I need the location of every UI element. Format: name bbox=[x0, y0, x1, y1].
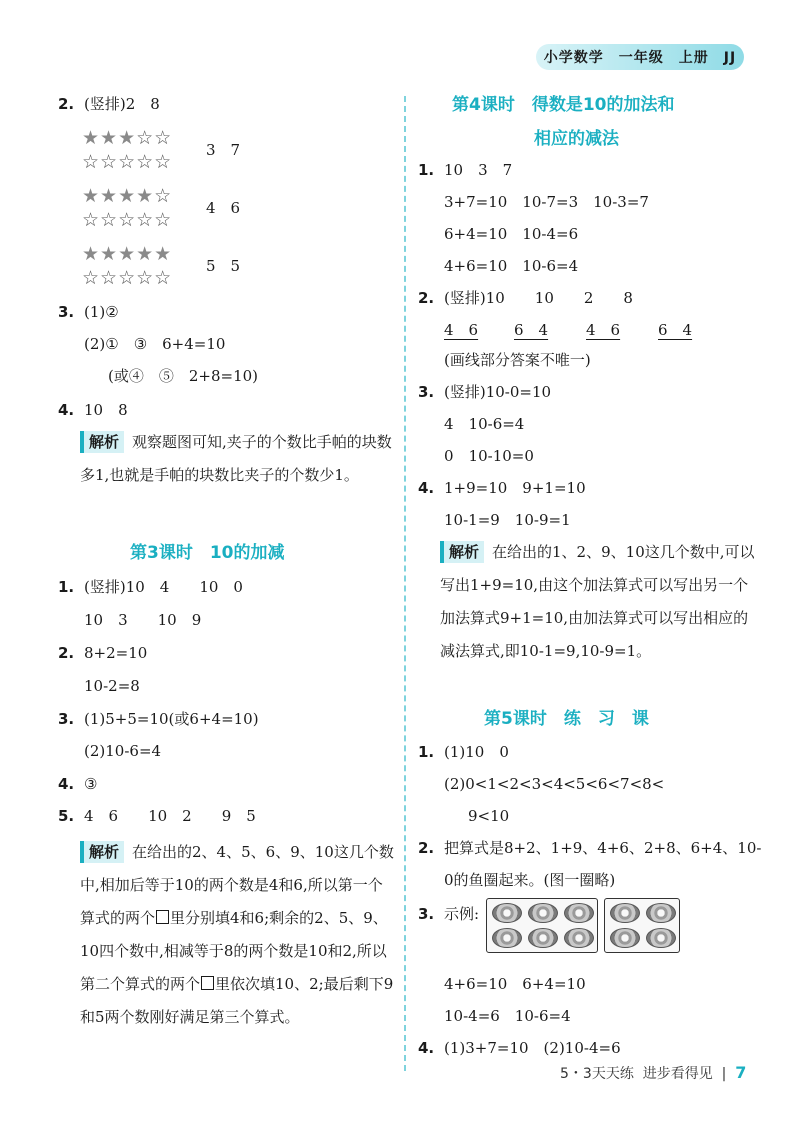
underlined-answer: 6 4 bbox=[514, 321, 549, 339]
answer-line: 5 5 bbox=[206, 257, 241, 275]
answer-line: 4 6 10 2 9 5 bbox=[84, 807, 256, 825]
answer-line: (或④ ⑤ 2+8=10) bbox=[108, 367, 259, 385]
donut-icon bbox=[646, 903, 676, 923]
answer-line: (1)10 0 bbox=[444, 743, 509, 761]
analysis-text: 里依次填10、2;最后剩下9和5两个数刚好满足第三个算式。 bbox=[80, 975, 394, 1026]
donut-icon bbox=[528, 928, 558, 948]
page-footer bbox=[560, 1063, 746, 1083]
question-number: 4. bbox=[58, 401, 75, 419]
answer-line: 示例: bbox=[444, 905, 480, 923]
star-row: ★★★★★ bbox=[82, 243, 173, 265]
donut-icon bbox=[564, 928, 594, 948]
analysis-block bbox=[80, 836, 395, 1034]
blank-box-icon bbox=[201, 976, 214, 990]
answer-line: 4 10-6=4 bbox=[444, 415, 525, 433]
donut-group-6 bbox=[486, 898, 598, 953]
question-number: 3. bbox=[58, 710, 75, 728]
analysis-block bbox=[80, 426, 395, 492]
star-row: ★★★★☆ bbox=[82, 185, 173, 207]
analysis-text: 观察题图可知,夹子的个数比手帕的块数多1,也就是手帕的块数比夹子的个数少1。 bbox=[80, 433, 392, 484]
star-group-1 bbox=[82, 126, 172, 174]
answer-line: (1)② bbox=[84, 303, 119, 321]
answer-line: (2)0<1<2<3<4<5<6<7<8< bbox=[444, 775, 665, 793]
analysis-tag: 解析 bbox=[440, 541, 484, 563]
answer-line: 4+6=10 10-6=4 bbox=[444, 257, 579, 275]
underlined-answer: 6 4 bbox=[658, 321, 693, 339]
question-number: 4. bbox=[418, 1039, 435, 1057]
answer-line: 10 8 bbox=[84, 401, 128, 419]
answer-line: 10-4=6 10-6=4 bbox=[444, 1007, 571, 1025]
question-number: 1. bbox=[418, 161, 435, 179]
lesson-title: 第4课时 得数是10的加法和 bbox=[452, 95, 675, 115]
answer-line: (2)10-6=4 bbox=[84, 742, 162, 760]
lesson-title-cont: 相应的减法 bbox=[534, 129, 619, 149]
answer-paragraph: 把算式是8+2、1+9、4+6、2+8、6+4、10-0的鱼圈起来。(图一圈略) bbox=[444, 839, 762, 889]
answer-line: 1+9=10 9+1=10 bbox=[444, 479, 586, 497]
donut-illustration bbox=[486, 898, 680, 953]
answer-line: ③ bbox=[84, 775, 98, 793]
question-number: 1. bbox=[58, 578, 75, 596]
analysis-tag: 解析 bbox=[80, 431, 124, 453]
footer-brand: 5・3天天练 进步看得见 | bbox=[560, 1066, 736, 1082]
answer-line: 10 3 7 bbox=[444, 161, 513, 179]
header-badge: 小学数学 一年级 上册 JJ bbox=[536, 44, 744, 70]
question-number: 2. bbox=[58, 644, 75, 662]
answer-line: (1)3+7=10 (2)10-4=6 bbox=[444, 1039, 621, 1057]
analysis-text: 在给出的1、2、9、10这几个数中,可以写出1+9=10,由这个加法算式可以写出另一个加法算式9+1=10,由加法算式可以写出相应的减法算式,即10-1=9,10-9=1。 bbox=[440, 543, 755, 660]
question-number: 2. bbox=[58, 95, 75, 113]
star-group-2 bbox=[82, 184, 172, 232]
answer-line: 10-2=8 bbox=[84, 677, 140, 695]
answer-line: (竖排)10-0=10 bbox=[444, 383, 552, 401]
answer-line: 4 6 bbox=[206, 199, 241, 217]
answer-line: (竖排)10 4 10 0 bbox=[84, 578, 243, 596]
donut-icon bbox=[646, 928, 676, 948]
star-row: ☆☆☆☆☆ bbox=[82, 267, 173, 289]
answer-line: (竖排)10 10 2 8 bbox=[444, 289, 633, 307]
question-number: 1. bbox=[418, 743, 435, 761]
lesson-title: 第3课时 10的加减 bbox=[130, 543, 285, 563]
star-row: ★★★☆☆ bbox=[82, 127, 173, 149]
question-number: 3. bbox=[418, 905, 435, 923]
donut-icon bbox=[492, 903, 522, 923]
question-number: 4. bbox=[58, 775, 75, 793]
answer-line: 10-1=9 10-9=1 bbox=[444, 511, 571, 529]
page-number: 7 bbox=[735, 1063, 747, 1082]
analysis-text: 里分别填4和6;剩余的2、5、9、10四个数中,相减等于8的两个数是10和2,所以第二个算式的两个 bbox=[80, 909, 388, 993]
question-number: 2. bbox=[418, 839, 435, 857]
question-number: 2. bbox=[418, 289, 435, 307]
star-row: ☆☆☆☆☆ bbox=[82, 151, 173, 173]
underlined-answer: 4 6 bbox=[586, 321, 621, 339]
answer-line: 3+7=10 10-7=3 10-3=7 bbox=[444, 193, 649, 211]
question-number: 4. bbox=[418, 479, 435, 497]
underlined-answer: 4 6 bbox=[444, 321, 479, 339]
answer-line: 4+6=10 6+4=10 bbox=[444, 975, 586, 993]
donut-icon bbox=[492, 928, 522, 948]
donut-icon bbox=[564, 903, 594, 923]
lesson-title: 第5课时 练 习 课 bbox=[484, 709, 649, 729]
analysis-text: 在给出的2、4、5、6、9、10这几个数中,相加后等于10的两个数是4和6,所以第一个算式的两个 bbox=[80, 843, 394, 927]
donut-group-4 bbox=[604, 898, 680, 953]
answer-note: (画线部分答案不唯一) bbox=[444, 351, 591, 369]
answer-line: (竖排)2 8 bbox=[84, 95, 160, 113]
answer-line: 9<10 bbox=[468, 807, 510, 825]
answer-line: (2)① ③ 6+4=10 bbox=[84, 335, 226, 353]
column-divider bbox=[404, 96, 406, 1071]
answer-line: 10 3 10 9 bbox=[84, 611, 202, 629]
analysis-block bbox=[440, 536, 755, 668]
blank-box-icon bbox=[156, 910, 169, 924]
star-group-3 bbox=[82, 242, 172, 290]
answer-line: (1)5+5=10(或6+4=10) bbox=[84, 710, 259, 728]
answer-line: 3 7 bbox=[206, 141, 241, 159]
star-row: ☆☆☆☆☆ bbox=[82, 209, 173, 231]
answer-line: 6+4=10 10-4=6 bbox=[444, 225, 579, 243]
donut-icon bbox=[610, 903, 640, 923]
answer-line: 0 10-10=0 bbox=[444, 447, 534, 465]
question-number: 5. bbox=[58, 807, 75, 825]
analysis-tag: 解析 bbox=[80, 841, 124, 863]
donut-icon bbox=[610, 928, 640, 948]
question-number: 3. bbox=[58, 303, 75, 321]
answer-line: 8+2=10 bbox=[84, 644, 148, 662]
question-number: 3. bbox=[418, 383, 435, 401]
donut-icon bbox=[528, 903, 558, 923]
